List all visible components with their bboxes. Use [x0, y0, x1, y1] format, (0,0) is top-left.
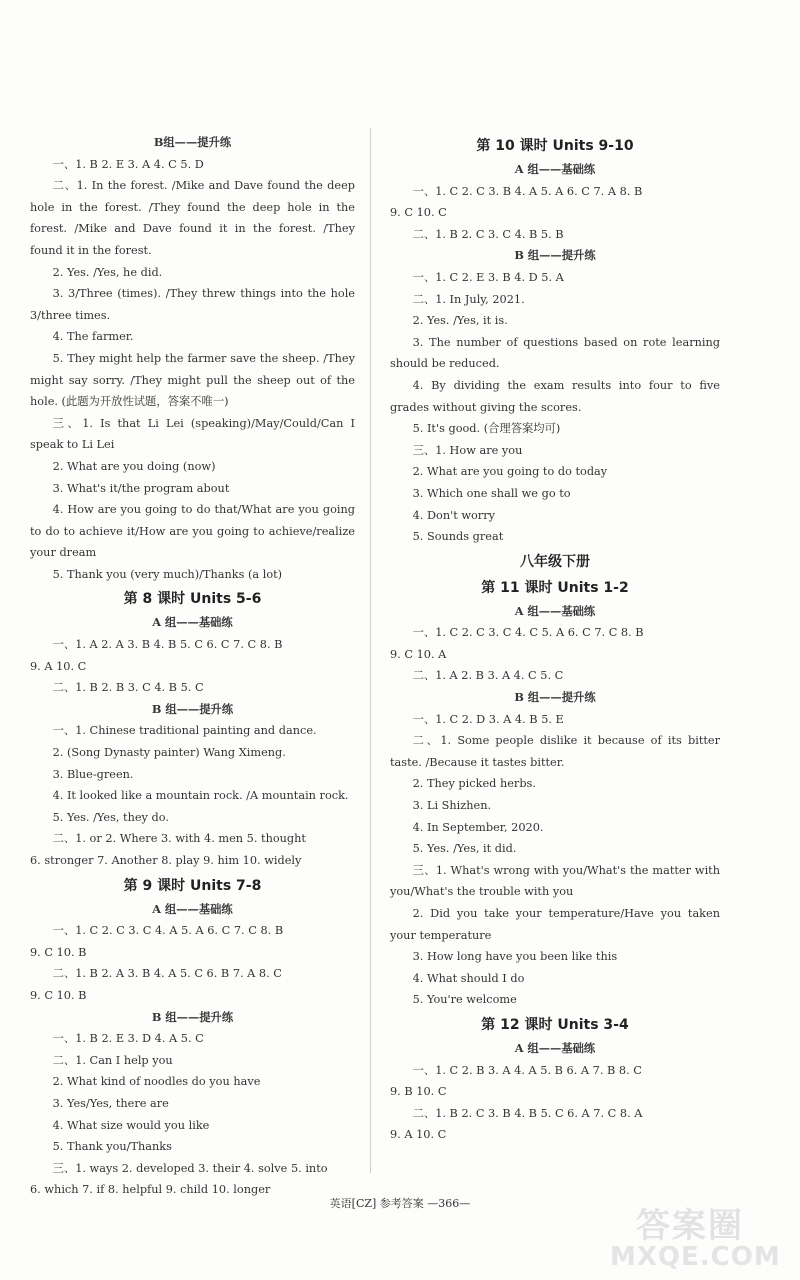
answer-line: 二、1. or 2. Where 3. with 4. men 5. thought [52, 832, 306, 846]
answer-line: 3. Which one shall we go to [412, 486, 571, 500]
section-heading: 第 9 课时 Units 7-8 [123, 877, 262, 894]
answer-line: 6. which 7. if 8. helpful 9. child 10. longer [30, 1183, 271, 1197]
answer-line: 一、1. C 2. D 3. A 4. B 5. E [412, 712, 564, 726]
answer-line: 2. They picked herbs. [412, 777, 536, 791]
answer-line: 一、1. B 2. E 3. D 4. A 5. C [52, 1032, 204, 1046]
answer-line: 4. What should I do [412, 971, 525, 985]
group-heading: A 组——基础练 [514, 603, 596, 618]
answer-line: 二、1. B 2. C 3. B 4. B 5. C 6. A 7. C 8. A [412, 1106, 643, 1120]
answer-line: 二、1. A 2. B 3. A 4. C 5. C [412, 669, 564, 683]
section-heading: 第 10 课时 Units 9-10 [476, 138, 634, 154]
answer-line: 5. Sounds great [412, 530, 504, 544]
answer-line: 二、1. B 2. B 3. C 4. B 5. C [52, 681, 204, 695]
answer-line: 4. It looked like a mountain rock. /A mountain rock. [52, 789, 349, 803]
answer-line: 一、1. Chinese traditional painting and dance. [52, 724, 317, 738]
answer-line: 一、1. B 2. E 3. A 4. C 5. D [52, 157, 204, 171]
answer-line: 二、1. B 2. C 3. C 4. B 5. B [412, 227, 564, 241]
answer-line: 4. Don't worry [412, 508, 495, 522]
group-heading: B 组——提升练 [151, 1009, 234, 1024]
answer-line: 2. What are you going to do today [412, 465, 608, 479]
answer-line: 4. The farmer. [52, 330, 134, 344]
answer-line: 一、1. C 2. C 3. C 4. A 5. A 6. C 7. C 8. B [52, 924, 284, 938]
answer-line: 9. B 10. C [390, 1085, 447, 1099]
answer-line: 二、1. In July, 2021. [412, 292, 525, 306]
answer-line: 二、1. In the forest. /Mike and Dave found the deep hole in the forest. /They found the deep hole in the forest. /Mike and Dave found it in the forest. /They found it in the forest. [30, 179, 355, 257]
answer-line: 9. C 10. C [390, 206, 447, 220]
page-footer: 英语[CZ] 参考答案 —366— [329, 1197, 471, 1210]
answer-line: 5. It's good. (合理答案均可) [412, 422, 561, 436]
answer-line: 9. C 10. A [390, 647, 447, 661]
answer-line: 二、1. Some people dislike it because of its bitter taste. /Because it tastes bitter. [390, 734, 720, 769]
answer-line: 6. stronger 7. Another 8. play 9. him 10. widely [30, 854, 302, 867]
watermark [600, 1198, 790, 1274]
group-heading: B 组——提升练 [514, 248, 596, 263]
answer-line: 二、1. Can I help you [52, 1053, 173, 1067]
answer-line: 一、1. C 2. B 3. A 4. A 5. B 6. A 7. B 8. C [412, 1063, 642, 1077]
answer-line: 一、1. C 2. E 3. B 4. D 5. A [412, 270, 564, 284]
section-heading: 第 12 课时 Units 3-4 [481, 1016, 629, 1033]
answer-line: 5. They might help the farmer save the sheep. /They might say sorry. /They might pull the sheep out of the hole. (此题为开放性试题，答案不唯一) [30, 351, 355, 409]
answer-line: 3. The number of questions based on rote learning should be reduced. [390, 335, 720, 371]
group-heading: A 组——基础练 [514, 162, 596, 176]
answer-line: 3. Li Shizhen. [412, 799, 492, 813]
answer-line: 5. Yes. /Yes, it did. [412, 842, 517, 856]
right-column [390, 132, 720, 1146]
answer-line: 2. (Song Dynasty painter) Wang Ximeng. [52, 746, 286, 760]
section-heading: 八年级下册 [520, 553, 590, 570]
answer-line: 一、1. C 2. C 3. B 4. A 5. A 6. C 7. A 8. B [412, 184, 643, 198]
section-heading: 第 11 课时 Units 1-2 [481, 579, 629, 596]
answer-line: 一、1. A 2. A 3. B 4. B 5. C 6. C 7. C 8. B [52, 638, 283, 652]
column-divider [370, 128, 371, 1173]
answer-line: 一、1. C 2. C 3. C 4. C 5. A 6. C 7. C 8. B [412, 626, 644, 640]
answer-line: 5. Yes. /Yes, they do. [52, 810, 169, 824]
answer-line: 3. 3/Three (times). /They threw things into the hole 3/three times. [30, 287, 355, 322]
answer-line: 9. A 10. C [390, 1128, 447, 1142]
answer-line: 5. Thank you (very much)/Thanks (a lot) [52, 567, 283, 581]
watermark-logo: 答案圈 [636, 1206, 744, 1246]
watermark-url: MXQE.COM [610, 1242, 781, 1272]
answer-line: 9. A 10. C [30, 659, 87, 673]
answer-line: 9. C 10. B [30, 988, 87, 1002]
answer-line: 2. What kind of noodles do you have [52, 1075, 261, 1089]
answer-line: 2. Yes. /Yes, it is. [412, 314, 508, 328]
answer-line: 二、1. B 2. A 3. B 4. A 5. C 6. B 7. A 8. C [52, 967, 282, 981]
answer-line: 3. Yes/Yes, there are [52, 1096, 169, 1110]
answer-line: 5. You're welcome [412, 993, 517, 1007]
group-heading: A 组——基础练 [514, 1040, 596, 1055]
answer-line: 2. Yes. /Yes, he did. [52, 265, 163, 279]
group-heading: B 组——提升练 [514, 690, 596, 705]
answer-line: 三、1. What's wrong with you/What's the matter with you/What's the trouble with you [390, 863, 720, 899]
left-column [30, 132, 355, 1201]
answer-line: 4. How are you going to do that/What are you going to do to achieve it/How are you going to achieve/realize your dream [30, 503, 355, 560]
answer-line: 三、1. Is that Li Lei (speaking)/May/Could/Can I speak to Li Lei [30, 416, 355, 452]
answer-line: 3. Blue-green. [52, 767, 134, 781]
answer-line: 5. Thank you/Thanks [52, 1140, 172, 1154]
answer-line: 3. How long have you been like this [412, 950, 618, 964]
group-heading: B 组——提升练 [151, 701, 234, 716]
group-heading: B组——提升练 [153, 135, 232, 149]
answer-line: 3. What's it/the program about [52, 481, 230, 495]
section-heading: 第 8 课时 Units 5-6 [123, 591, 262, 608]
group-heading: A 组——基础练 [152, 615, 233, 630]
answer-line: 4. What size would you like [52, 1118, 210, 1132]
answer-line: 三、1. How are you [412, 443, 523, 457]
answer-line: 2. What are you doing (now) [52, 459, 216, 473]
group-heading: A 组——基础练 [152, 901, 233, 916]
answer-line: 4. In September, 2020. [412, 820, 544, 834]
answer-line: 4. By dividing the exam results into four to five grades without giving the scores. [390, 378, 720, 414]
answer-line: 三、1. ways 2. developed 3. their 4. solve 5. into [52, 1161, 328, 1175]
answer-line: 2. Did you take your temperature/Have you taken your temperature [390, 907, 720, 942]
answer-line: 9. C 10. B [30, 945, 87, 959]
